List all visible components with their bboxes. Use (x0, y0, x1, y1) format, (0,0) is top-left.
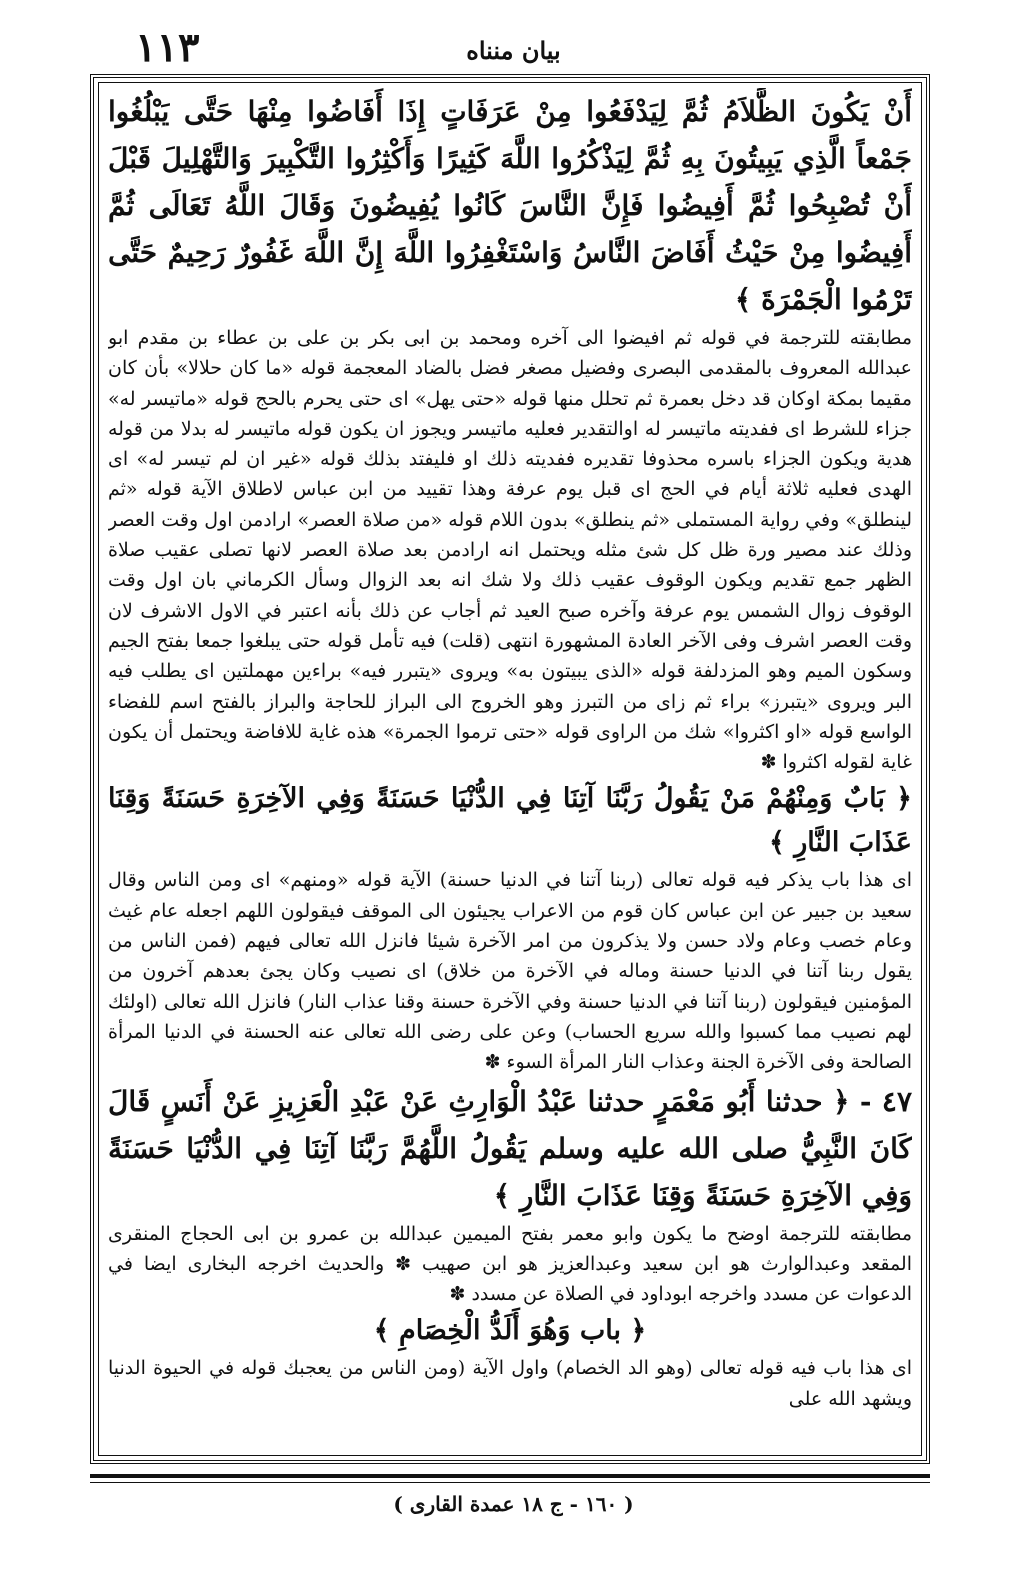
hadith-text-1: أَنْ يَكُونَ الظَّلاَمُ ثُمَّ لِيَدْفَعُوا مِنْ عَرَفَاتٍ إِذَا أَفَاضُوا مِنْهَا حَتَّى يَبْلُغُوا جَمْعاً الَّذِي يَبِيتُونَ بِهِ ثُمَّ لِيَذْكُرُوا اللَّهَ كَثِيرًا وَأَكْثِرُوا التَّكْبِيرَ وَالتَّهْلِيلَ قَبْلَ أَنْ تُصْبِحُوا ثُمَّ أَفِيضُوا فَإِنَّ النَّاسَ كَانُوا يُفِيضُونَ وَقَالَ اللَّهُ تَعَالَى ثُمَّ أَفِيضُوا مِنْ حَيْثُ أَفَاضَ النَّاسُ وَاسْتَغْفِرُوا اللَّهَ إِنَّ اللَّهَ غَفُورٌ رَحِيمٌ حَتَّى تَرْمُوا الْجَمْرَةَ ﴾ (108, 95, 912, 316)
footer-rule-thick (90, 1474, 930, 1478)
bab-heading-2: ﴿ باب وَهُوَ أَلَدُّ الْخِصَامِ ﴾ (373, 1315, 647, 1347)
footer-rule-thin (90, 1482, 930, 1483)
commentary-2: اى هذا باب يذكر فيه قوله تعالى (ربنا آتنا في الدنيا حسنة) الآية قوله «ومنهم» اى ومن الناس وقال سعيد بن جبير عن ابن عباس كان قوم من الاعراب يجيئون الى الموقف فيقولون اللهم اجعله عام غيث وعام خصب وعام ولاد حسن ولا يذكرون من امر الآخرة شيئا فانزل الله تعالى فيهم (فمن الناس من يقول ربنا آتنا في الدنيا حسنة وماله في الآخرة من خلاق) اى نصيب وكان يجئ بعدهم آخرون من المؤمنين فيقولون (ربنا آتنا في الدنيا حسنة وفي الآخرة حسنة وقنا عذاب النار) فانزل الله تعالى (اولئك لهم نصيب مما كسبوا والله سريع الحساب) وعن على رضى الله تعالى عنه الحسنة في الدنيا المرأة الصالحة وفى الآخرة الجنة وعذاب النار المرأة السوء ✽ (108, 869, 912, 1074)
page-frame (90, 74, 930, 1464)
page-header (95, 22, 932, 72)
footer-signature: ( ١٦٠ - ج ١٨ عمدة القارى ) (393, 1492, 634, 1516)
bab-heading-1: ﴿ بَابٌ وَمِنْهُمْ مَنْ يَقُولُ رَبَّنَا آتِنَا فِي الدُّنْيَا حَسَنَةً وَفِي الآخِرَةِ حَسَنَةً وَقِنَا عَذَابَ النَّارِ ﴾ (108, 783, 912, 859)
commentary-1: مطابقته للترجمة في قوله ثم افيضوا الى آخره ومحمد بن ابى بكر بن على بن عطاء بن مقدم ابو عبدالله المعروف بالمقدمى البصرى وفضيل مصغر فضل بالضاد المعجمة قوله «ما كان حلالا» بأن كان مقيما بمكة اوكان قد دخل بعمرة ثم تحلل منها قوله «حتى يهل» اى حتى يحرم بالحج قوله «ماتيسر له» جزاء للشرط اى ففديته ماتيسر له اوالتقدير فعليه ماتيسر ويجوز ان يكون قوله ماتيسر له بدلا من قوله هدية ويكون الجزاء باسره محذوفا تقديره ففديته ذلك او فليفتد بذلك قوله «غير ان لم تيسر له» اى الهدى فعليه ثلاثة أيام في الحج اى قبل يوم عرفة وهذا تقييد من ابن عباس لاطلاق الآية قوله «ثم لينطلق» وفي رواية المستملى «ثم ينطلق» بدون اللام قوله «من صلاة العصر» ارادمن اول وقت العصر وذلك عند مصير ورة ظل كل شئ مثله ويحتمل انه ارادمن بعد صلاة العصر لانها تصلى عقيب صلاة الظهر جمع تقديم ويكون الوقوف عقيب ذلك ولا شك انه بعد الزوال وسأل الكرماني بان اول وقت الوقوف زوال الشمس يوم عرفة وآخره صبح العيد ثم أجاب عن ذلك بأنه اعتبر في الاول الاشرف لان وقت العصر اشرف وفى الآخر العادة المشهورة انتهى (قلت) فيه تأمل قوله حتى يبلغوا جمعا بفتح الجيم وسكون الميم وهو المزدلفة قوله «الذى يبيتون به» ويروى «يتبرر فيه» براءين مهملتين اى يطلب فيه البر ويروى «يتبرز» براء ثم زاى من التبرز وهو الخروج الى البراز للحاجة والبراز بالفتح اسم للفضاء الواسع قوله «او اكثروا» شك من الراوى قوله «حتى ترموا الجمرة» هذه غاية للافاضة ويحتمل أن يكون غاية لقوله اكثروا ✽ (108, 327, 912, 774)
page-content (108, 88, 912, 1454)
page-number: ١١٣ (135, 24, 200, 71)
hadith-text-2: ٤٧ - ﴿ حدثنا أَبُو مَعْمَرٍ حدثنا عَبْدُ الْوَارِثِ عَنْ عَبْدِ الْعَزِيزِ عَنْ أَنَسٍ قَالَ كَانَ النَّبِيُّ صلى الله عليه وسلم يَقُولُ اللَّهُمَّ رَبَّنَا آتِنَا فِي الدُّنْيَا حَسَنَةً وَفِي الآخِرَةِ حَسَنَةً وَقِنَا عَذَابَ النَّارِ ﴾ (108, 1084, 912, 1212)
commentary-4: اى هذا باب فيه قوله تعالى (وهو الد الخصام) واول الآية (ومن الناس من يعجبك قوله في الحيوة الدنيا ويشهد الله على (108, 1357, 912, 1410)
running-title: بيان منناه (466, 36, 561, 65)
commentary-3: مطابقته للترجمة اوضح ما يكون وابو معمر بفتح الميمين عبدالله بن عمرو بن ابى الحجاج المنقرى المقعد وعبدالوارث هو ابن سعيد وعبدالعزيز هو ابن صهيب ✽ والحديث اخرجه البخارى ايضا في الدعوات عن مسدد واخرجه ابوداود في الصلاة عن مسدد ✽ (108, 1222, 912, 1306)
